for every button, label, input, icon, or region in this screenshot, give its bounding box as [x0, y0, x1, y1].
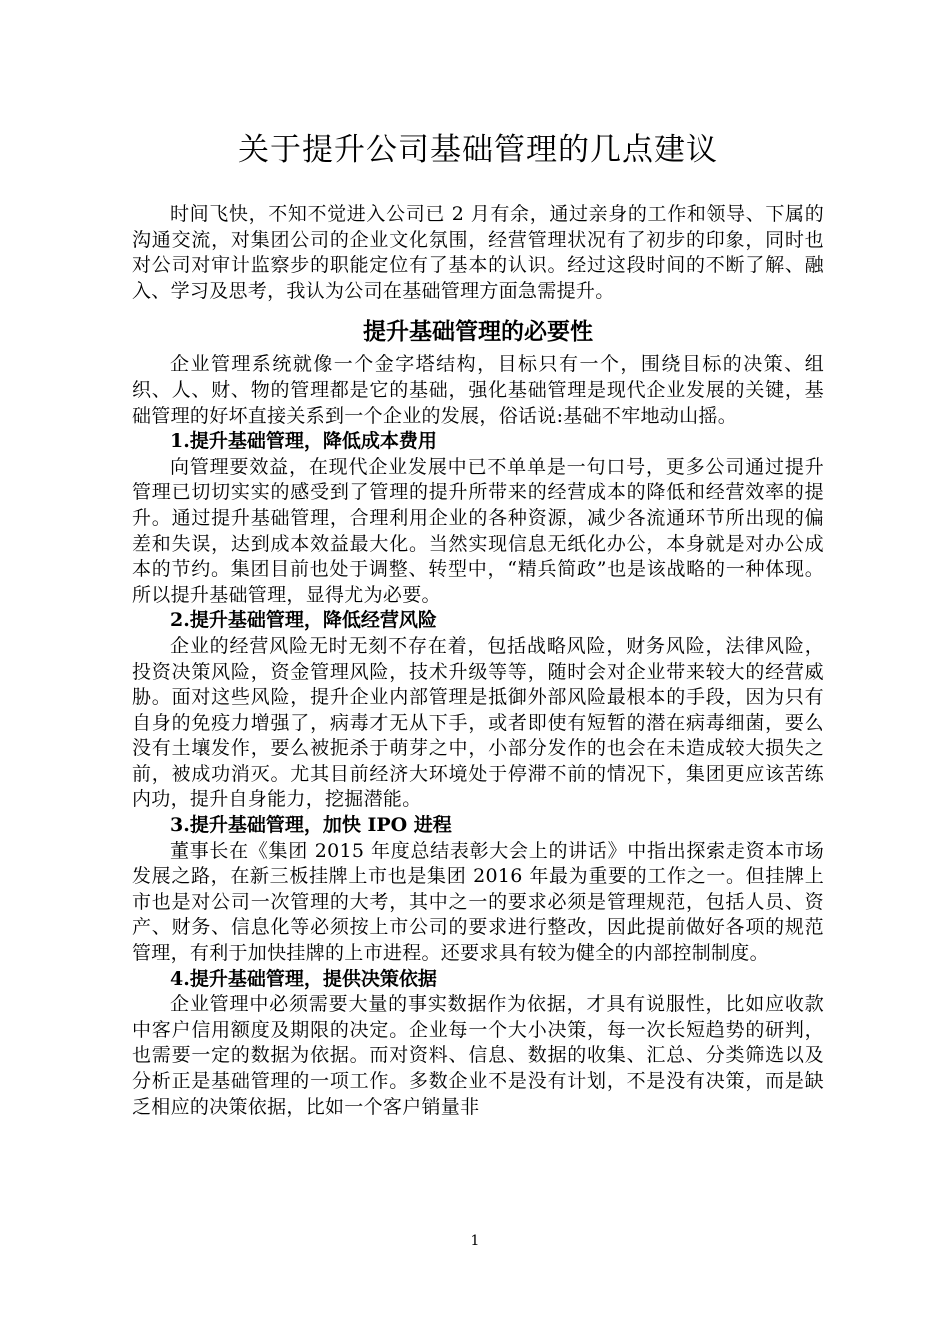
point-2-body: 企业的经营风险无时无刻不存在着，包括战略风险，财务风险，法律风险，投资决策风险，资金管理风险，技术升级等等，随时会对企业带来较大的经营威胁。面对这些风险，提升企业内部管理是抵御外部风险最根本的手段，因为只有自身的免疫力增强了，病毒才无从下手，或者即使有短暂的潜在病毒细菌，要么没有土壤发作，要么被扼杀于萌芽之中，小部分发作的也会在未造成较大损失之前，被成功消灭。尤其目前经济大环境处于停滞不前的情况下，集团更应该苦练内功，提升自身能力，挖掘潜能。: [132, 634, 824, 811]
point-4-body: 企业管理中必须需要大量的事实数据作为依据，才具有说服性，比如应收款中客户信用额度及期限的决定。企业每一个大小决策，每一次长短趋势的研判，也需要一定的数据为依据。而对资料、信息、数据的收集、汇总、分类筛选以及分析正是基础管理的一项工作。多数企业不是没有计划，不是没有决策，而是缺乏相应的决策依据，比如一个客户销量非: [132, 993, 824, 1118]
point-3-body: 董事长在《集团 2015 年度总结表彰大会上的讲话》中指出探索走资本市场发展之路，在新三板挂牌上市也是集团 2016 年最为重要的工作之一。但挂牌上市也是对公司一次管理的大考，其中之一的要求必须是管理规范，包括人员、资产、财务、信息化等必须按上市公司的要求进行整改，因此提前做好各项的规范管理，有利于加快挂牌的上市进程。还要求具有较为健全的内部控制制度。: [132, 839, 824, 965]
page-number: 1: [470, 1233, 480, 1249]
intro-paragraph: 时间飞快，不知不觉进入公司已 2 月有余，通过亲身的工作和领导、下属的沟通交流，对集团公司的企业文化氛围，经营管理状况有了初步的印象，同时也对公司对审计监察步的职能定位有了基本的认识。经过这段时间的不断了解、融入、学习及思考，我认为公司在基础管理方面急需提升。: [132, 203, 824, 302]
document-title: 关于提升公司基础管理的几点建议: [238, 132, 718, 168]
point-4-heading: 4.提升基础管理，提供决策依据: [170, 967, 437, 990]
point-2-heading: 2.提升基础管理，降低经营风险: [170, 609, 437, 632]
point-1-body: 向管理要效益，在现代企业发展中已不单单是一句口号，更多公司通过提升管理已切切实实的感受到了管理的提升所带来的经营成本的降低和经营效率的提升。通过提升基础管理，合理利用企业的各种资源，减少各流通环节所出现的偏差和失误，达到成本效益最大化。当然实现信息无纸化办公，本身就是对办公成本的节约。集团目前也处于调整、转型中，“精兵简政”也是该战略的一种体现。所以提升基础管理，显得尤为必要。: [132, 455, 824, 606]
point-1-heading: 1.提升基础管理，降低成本费用: [170, 430, 437, 453]
section-title: 提升基础管理的必要性: [363, 318, 593, 346]
document-body: [132, 128, 824, 1120]
section-intro-paragraph: 企业管理系统就像一个金字塔结构，目标只有一个，围绕目标的决策、组织、人、财、物的管理都是它的基础，强化基础管理是现代企业发展的关键，基础管理的好坏直接关系到一个企业的发展，俗话说:基础不牢地动山摇。: [132, 353, 824, 427]
point-3-heading: 3.提升基础管理，加快 IPO 进程: [170, 814, 452, 837]
